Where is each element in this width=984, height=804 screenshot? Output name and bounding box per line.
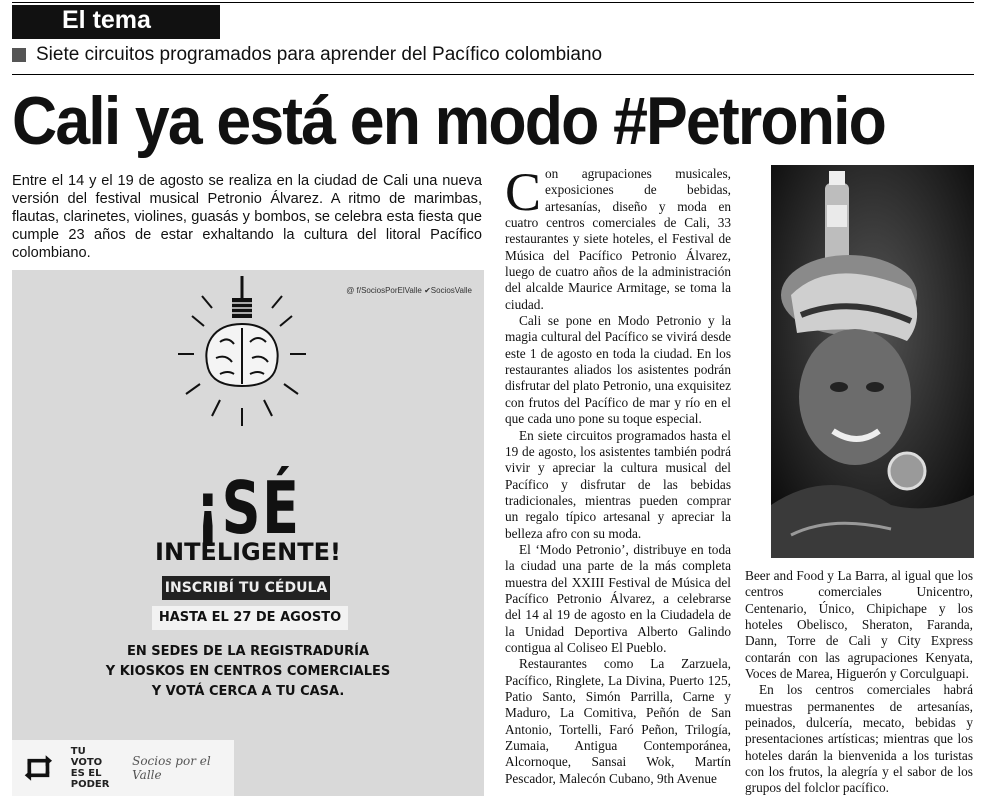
poster-line: EN SEDES DE LA REGISTRADURÍA bbox=[126, 644, 370, 659]
subhead-row bbox=[12, 43, 602, 67]
section-tag: El tema bbox=[12, 5, 220, 39]
petronio-woman-photo bbox=[771, 165, 974, 558]
poster-line: Y KIOSKOS EN CENTROS COMERCIALES bbox=[105, 664, 391, 679]
article-paragraph: En los centros comerciales habrá muestras permanentes de artesanías, peinados, dulcería, mecato, bebidas y presentaciones artísticas; mientras que los hoteles darán la bienvenida a los turistas con los frutos, la alegría y el sabor de los grupos del folclor pacífico. bbox=[745, 682, 973, 796]
square-bullet-icon bbox=[12, 48, 26, 62]
lead-paragraph: Entre el 14 y el 19 de agosto se realiza en la ciudad de Cali una nueva versión del festival musical Petronio Álvarez. A ritmo de marimbas, flautas, clarinetes, violines, guasás y bombos, se celebra esta fiesta que cumple 23 años de estar exhaltando la cultura del litoral Pacífico colombiano. bbox=[12, 173, 482, 261]
repost-icon bbox=[22, 750, 55, 786]
article-paragraph: El ‘Modo Petronio’, distribuye en toda la ciudad una parte de la más completa muestra del XXIII Festival de Música del Pacífico Petronio Álvarez, a celebrarse del 14 al 19 de agosto en la Ciudadela de la Unidad Deportiva Alberto Galindo contigua al Coliseo El Pueblo. bbox=[505, 541, 731, 655]
drop-cap: C bbox=[505, 162, 542, 222]
lightbulb-brain-icon bbox=[172, 276, 312, 446]
article-paragraph: on agrupaciones musicales, exposiciones de bebidas, artesanías, diseño y moda en cuatro centros comerciales de Cali, 33 restaurantes y siete hoteles, el Festival de Música del Pacífico Petronio Álvarez, luego de cuatro años de la administración del alcalde Maurice Armitage, se toma la ciudad. bbox=[505, 166, 731, 312]
article-paragraph: Beer and Food y La Barra, al igual que los centros comerciales Unicentro, Centenario, Único, Chipichape y los hoteles Obelisco, Sheraton, Faranda, Dann, Torre de Cali y City Express contarán con las agrupaciones Kenyata, Voces de Marea, Higuerón y Corculguapi. bbox=[745, 568, 973, 682]
top-rule bbox=[12, 2, 974, 3]
tu-voto-logo: TU VOTO ES EL PODER bbox=[70, 746, 110, 790]
poster-se-title: ¡SÉ bbox=[195, 466, 301, 550]
poster-inteligente: INTELIGENTE! bbox=[155, 538, 341, 566]
subhead: Siete circuitos programados para aprender del Pacífico colombiano bbox=[36, 44, 603, 65]
headline-rule bbox=[12, 74, 974, 75]
poster-deadline-banner: HASTA EL 27 DE AGOSTO bbox=[152, 606, 348, 630]
article-paragraph: En siete circuitos programados hasta el 19 de agosto, los asistentes también podrá vivir y apreciar la cultura musical del Pacífico y disfrutar de las bebidas tradicionales, mientras pueden comprar un regalo típico artesanal y apreciar la belleza afro con su moda. bbox=[505, 427, 731, 541]
socios-logo: Socios por el Valle bbox=[132, 754, 211, 782]
poster-ad bbox=[12, 270, 484, 796]
poster-social-handles: @ f/SociosPorElValle ✔SociosValle bbox=[346, 286, 472, 295]
poster-line: Y VOTÁ CERCA A TU CASA. bbox=[151, 684, 345, 699]
poster-instructions bbox=[12, 642, 484, 702]
article-paragraph: Restaurantes como La Zarzuela, Pacífico, Ringlete, La Divina, Puerto 125, Patio Santo, Simón Parrilla, Carne y Maduro, La Comitiva, Peñón de San Antonio, Tortelli, Faró Peñon, Trilogía, Zumaia, Antigua Contemporánea, Alcornoque, Sansai Wok, Martín Pescador, Malecón Cubano, 9th Avenue bbox=[505, 656, 731, 786]
article-paragraph: Cali se pone en Modo Petronio y la magia cultural del Pacífico se vivirá desde este 1 de agosto en toda la ciudad. En los restaurantes aliados los asistentes podrán disfrutar del plato Petronio, una exquisitez con frutos del Pacífico de mar y río en el que cada uno pone su toque especial. bbox=[505, 313, 731, 427]
poster-footer bbox=[12, 740, 234, 796]
poster-inscribi-banner: INSCRIBÍ TU CÉDULA bbox=[162, 576, 330, 600]
article-column-right bbox=[745, 568, 973, 797]
article-column-middle bbox=[505, 162, 731, 787]
headline: Cali ya está en modo #Petronio bbox=[12, 83, 886, 159]
